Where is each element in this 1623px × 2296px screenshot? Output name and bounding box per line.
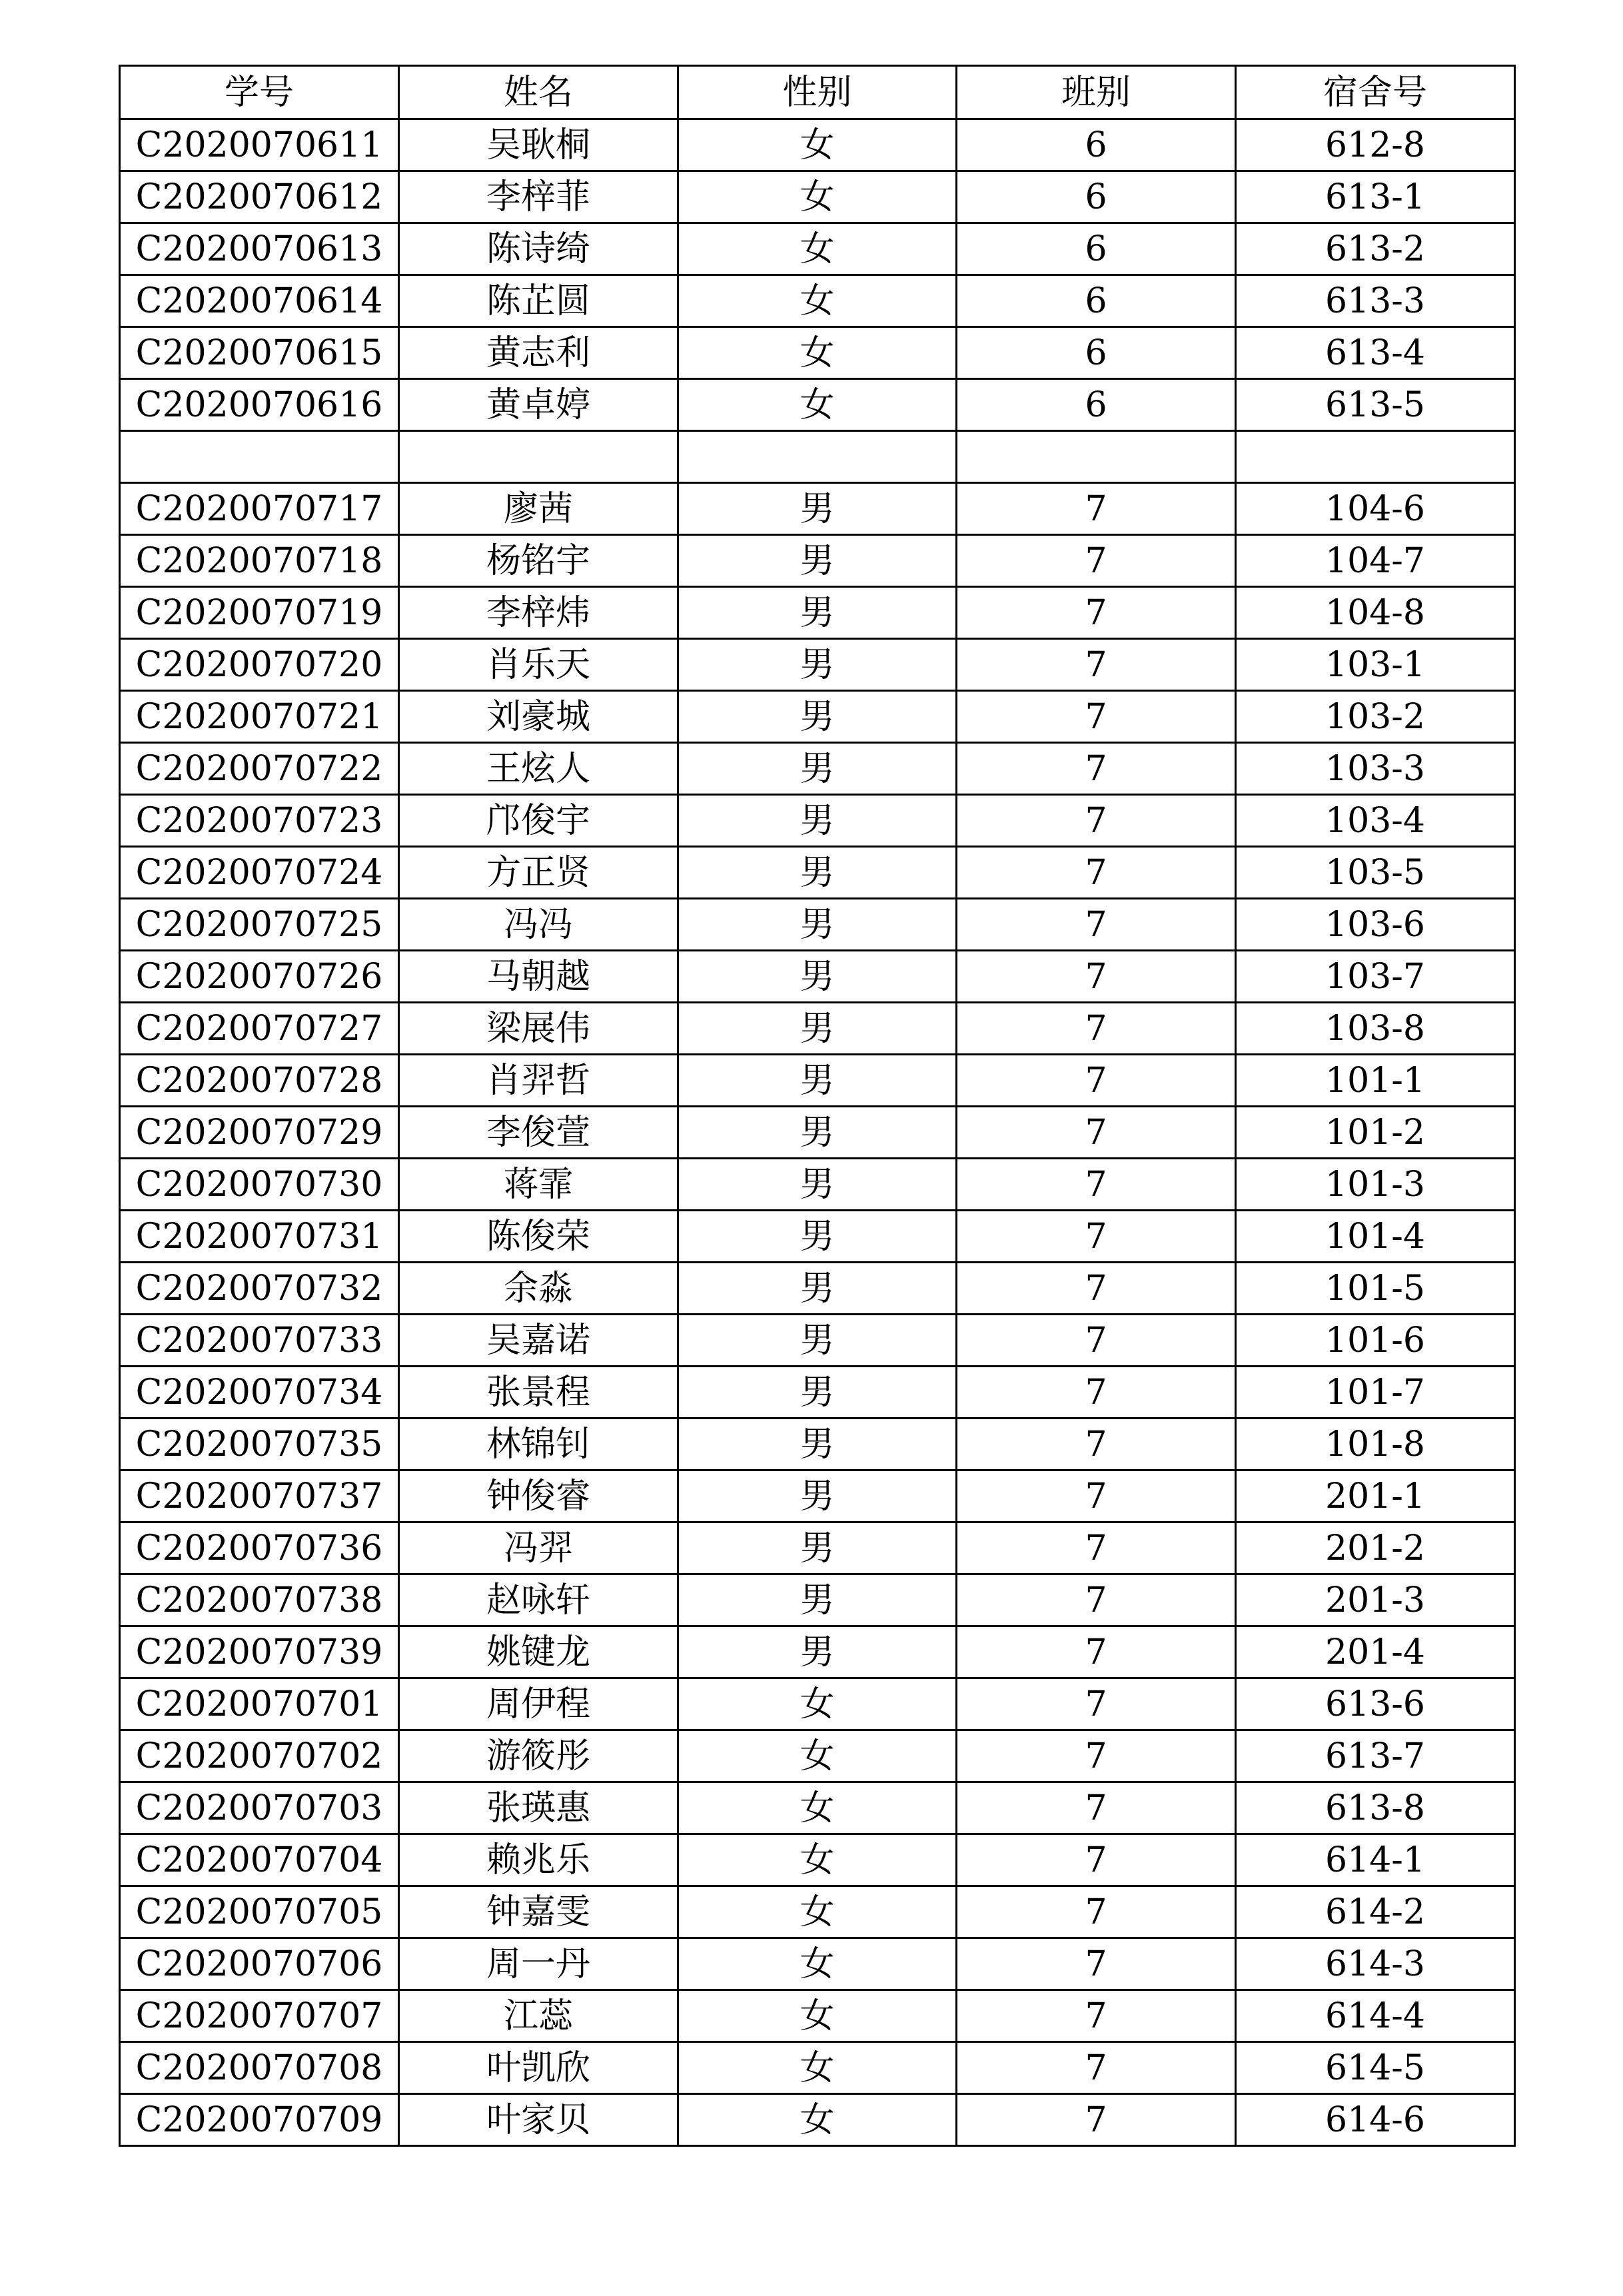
cell-dorm-number: 101-7 (1236, 1367, 1515, 1419)
cell-name: 叶凯欣 (399, 2042, 678, 2094)
cell-dorm-number: 101-5 (1236, 1263, 1515, 1315)
cell-class: 6 (957, 119, 1236, 171)
table-row (120, 795, 1515, 847)
cell-student-id: C2020070732 (120, 1263, 399, 1315)
cell-class: 7 (957, 2094, 1236, 2146)
cell-dorm-number: 201-4 (1236, 1626, 1515, 1678)
table-body (120, 119, 1515, 2146)
cell-student-id: C2020070731 (120, 1211, 399, 1263)
cell-name: 肖羿哲 (399, 1055, 678, 1107)
cell-gender: 男 (678, 1470, 957, 1522)
cell-dorm-number: 201-3 (1236, 1574, 1515, 1626)
cell-dorm-number: 104-7 (1236, 535, 1515, 587)
header-dorm-number: 宿舍号 (1236, 66, 1515, 119)
cell-name: 游筱彤 (399, 1730, 678, 1782)
cell-gender (678, 431, 957, 483)
cell-name: 黄志利 (399, 327, 678, 379)
cell-name: 方正贤 (399, 847, 678, 899)
cell-class: 7 (957, 1574, 1236, 1626)
cell-student-id: C2020070705 (120, 1886, 399, 1938)
cell-class: 7 (957, 1211, 1236, 1263)
cell-gender: 男 (678, 847, 957, 899)
cell-gender: 男 (678, 899, 957, 951)
cell-class: 7 (957, 1626, 1236, 1678)
header-student-id: 学号 (120, 66, 399, 119)
table-row (120, 431, 1515, 483)
table-row (120, 639, 1515, 691)
cell-gender: 男 (678, 587, 957, 639)
cell-dorm-number: 103-5 (1236, 847, 1515, 899)
table-row (120, 1419, 1515, 1470)
header-gender: 性别 (678, 66, 957, 119)
table-row (120, 587, 1515, 639)
cell-name: 李梓炜 (399, 587, 678, 639)
cell-dorm-number: 101-8 (1236, 1419, 1515, 1470)
cell-dorm-number: 201-1 (1236, 1470, 1515, 1522)
table-row (120, 223, 1515, 275)
cell-class: 7 (957, 587, 1236, 639)
table-row (120, 1886, 1515, 1938)
cell-name: 黄卓婷 (399, 379, 678, 431)
cell-student-id: C2020070615 (120, 327, 399, 379)
table-row (120, 1107, 1515, 1159)
cell-dorm-number: 103-4 (1236, 795, 1515, 847)
cell-name: 冯羿 (399, 1522, 678, 1574)
cell-gender: 男 (678, 483, 957, 535)
table-row (120, 1730, 1515, 1782)
table-row (120, 1315, 1515, 1367)
cell-gender: 女 (678, 1886, 957, 1938)
header-class: 班别 (957, 66, 1236, 119)
cell-class: 7 (957, 1263, 1236, 1315)
cell-class: 7 (957, 691, 1236, 743)
cell-student-id: C2020070613 (120, 223, 399, 275)
cell-dorm-number: 104-8 (1236, 587, 1515, 639)
cell-class: 7 (957, 1470, 1236, 1522)
cell-name: 刘豪城 (399, 691, 678, 743)
cell-gender: 男 (678, 1211, 957, 1263)
cell-name: 李俊萱 (399, 1107, 678, 1159)
cell-gender: 男 (678, 951, 957, 1003)
cell-student-id: C2020070730 (120, 1159, 399, 1211)
cell-student-id: C2020070719 (120, 587, 399, 639)
cell-gender: 女 (678, 275, 957, 327)
cell-dorm-number: 613-8 (1236, 1782, 1515, 1834)
cell-dorm-number: 103-7 (1236, 951, 1515, 1003)
cell-class: 7 (957, 1367, 1236, 1419)
table-row (120, 1211, 1515, 1263)
table-row (120, 1159, 1515, 1211)
cell-gender: 男 (678, 535, 957, 587)
cell-name (399, 431, 678, 483)
cell-class: 7 (957, 1990, 1236, 2042)
cell-name: 陈芷圆 (399, 275, 678, 327)
table-row (120, 483, 1515, 535)
cell-gender: 男 (678, 1626, 957, 1678)
cell-class: 7 (957, 1003, 1236, 1055)
table-row (120, 743, 1515, 795)
cell-gender: 男 (678, 1055, 957, 1107)
cell-class: 6 (957, 223, 1236, 275)
cell-gender: 女 (678, 119, 957, 171)
cell-dorm-number: 613-4 (1236, 327, 1515, 379)
cell-gender: 男 (678, 1003, 957, 1055)
table-row (120, 119, 1515, 171)
cell-student-id: C2020070717 (120, 483, 399, 535)
cell-gender: 男 (678, 1522, 957, 1574)
cell-student-id: C2020070739 (120, 1626, 399, 1678)
cell-student-id: C2020070612 (120, 171, 399, 223)
cell-gender: 男 (678, 1107, 957, 1159)
cell-student-id: C2020070738 (120, 1574, 399, 1626)
cell-class: 7 (957, 847, 1236, 899)
cell-gender: 男 (678, 1263, 957, 1315)
cell-name: 梁展伟 (399, 1003, 678, 1055)
table-row (120, 379, 1515, 431)
cell-name: 周伊程 (399, 1678, 678, 1730)
cell-student-id: C2020070614 (120, 275, 399, 327)
cell-student-id: C2020070701 (120, 1678, 399, 1730)
cell-class: 6 (957, 171, 1236, 223)
cell-class: 7 (957, 795, 1236, 847)
cell-student-id (120, 431, 399, 483)
table-row (120, 1626, 1515, 1678)
cell-class: 7 (957, 1678, 1236, 1730)
table-header-row (120, 66, 1515, 119)
cell-dorm-number: 614-2 (1236, 1886, 1515, 1938)
table-row (120, 171, 1515, 223)
cell-name: 周一丹 (399, 1938, 678, 1990)
cell-dorm-number: 613-5 (1236, 379, 1515, 431)
cell-gender: 男 (678, 1574, 957, 1626)
cell-class: 7 (957, 1315, 1236, 1367)
cell-gender: 女 (678, 1938, 957, 1990)
cell-class: 7 (957, 899, 1236, 951)
cell-name: 林锦钊 (399, 1419, 678, 1470)
table-row (120, 1367, 1515, 1419)
cell-gender: 女 (678, 1678, 957, 1730)
cell-class: 7 (957, 1730, 1236, 1782)
cell-dorm-number: 613-6 (1236, 1678, 1515, 1730)
cell-name: 吴耿桐 (399, 119, 678, 171)
table-row (120, 1782, 1515, 1834)
table-row (120, 2042, 1515, 2094)
cell-name: 钟嘉雯 (399, 1886, 678, 1938)
cell-dorm-number: 613-7 (1236, 1730, 1515, 1782)
cell-class: 6 (957, 275, 1236, 327)
cell-name: 陈诗绮 (399, 223, 678, 275)
cell-class: 7 (957, 951, 1236, 1003)
cell-name: 廖茜 (399, 483, 678, 535)
cell-dorm-number: 201-2 (1236, 1522, 1515, 1574)
cell-dorm-number: 614-3 (1236, 1938, 1515, 1990)
cell-student-id: C2020070718 (120, 535, 399, 587)
cell-student-id: C2020070616 (120, 379, 399, 431)
cell-dorm-number: 103-8 (1236, 1003, 1515, 1055)
cell-gender: 男 (678, 1419, 957, 1470)
cell-dorm-number (1236, 431, 1515, 483)
cell-student-id: C2020070703 (120, 1782, 399, 1834)
cell-class: 7 (957, 1886, 1236, 1938)
cell-student-id: C2020070728 (120, 1055, 399, 1107)
table-row (120, 847, 1515, 899)
cell-gender: 男 (678, 743, 957, 795)
table-row (120, 691, 1515, 743)
cell-student-id: C2020070736 (120, 1522, 399, 1574)
cell-dorm-number: 613-2 (1236, 223, 1515, 275)
cell-name: 张瑛惠 (399, 1782, 678, 1834)
cell-dorm-number: 101-1 (1236, 1055, 1515, 1107)
cell-class: 7 (957, 1522, 1236, 1574)
cell-class: 6 (957, 379, 1236, 431)
cell-class: 7 (957, 1782, 1236, 1834)
cell-gender: 女 (678, 1730, 957, 1782)
cell-gender: 女 (678, 379, 957, 431)
cell-class: 7 (957, 639, 1236, 691)
cell-student-id: C2020070720 (120, 639, 399, 691)
cell-dorm-number: 613-3 (1236, 275, 1515, 327)
cell-gender: 女 (678, 1782, 957, 1834)
cell-name: 王炫人 (399, 743, 678, 795)
cell-gender: 男 (678, 795, 957, 847)
cell-name: 马朝越 (399, 951, 678, 1003)
cell-gender: 男 (678, 1159, 957, 1211)
cell-gender: 女 (678, 327, 957, 379)
cell-student-id: C2020070704 (120, 1834, 399, 1886)
cell-student-id: C2020070724 (120, 847, 399, 899)
cell-student-id: C2020070611 (120, 119, 399, 171)
cell-dorm-number: 103-3 (1236, 743, 1515, 795)
cell-student-id: C2020070727 (120, 1003, 399, 1055)
cell-class: 7 (957, 535, 1236, 587)
table-row (120, 327, 1515, 379)
cell-student-id: C2020070729 (120, 1107, 399, 1159)
cell-dorm-number: 613-1 (1236, 171, 1515, 223)
cell-name: 姚键龙 (399, 1626, 678, 1678)
cell-name: 钟俊睿 (399, 1470, 678, 1522)
cell-dorm-number: 103-6 (1236, 899, 1515, 951)
cell-class: 6 (957, 327, 1236, 379)
cell-student-id: C2020070709 (120, 2094, 399, 2146)
table-row (120, 1834, 1515, 1886)
cell-name: 肖乐天 (399, 639, 678, 691)
cell-gender: 女 (678, 171, 957, 223)
cell-dorm-number: 614-1 (1236, 1834, 1515, 1886)
table-row (120, 1574, 1515, 1626)
cell-class (957, 431, 1236, 483)
table-row (120, 1055, 1515, 1107)
cell-gender: 女 (678, 1834, 957, 1886)
cell-class: 7 (957, 483, 1236, 535)
cell-class: 7 (957, 1055, 1236, 1107)
cell-name: 杨铭宇 (399, 535, 678, 587)
cell-name: 叶家贝 (399, 2094, 678, 2146)
cell-gender: 男 (678, 691, 957, 743)
cell-dorm-number: 103-1 (1236, 639, 1515, 691)
cell-student-id: C2020070733 (120, 1315, 399, 1367)
cell-class: 7 (957, 1107, 1236, 1159)
cell-name: 余淼 (399, 1263, 678, 1315)
table-row (120, 1990, 1515, 2042)
cell-student-id: C2020070726 (120, 951, 399, 1003)
cell-student-id: C2020070707 (120, 1990, 399, 2042)
table-row (120, 1678, 1515, 1730)
cell-gender: 女 (678, 2094, 957, 2146)
cell-gender: 女 (678, 223, 957, 275)
cell-dorm-number: 612-8 (1236, 119, 1515, 171)
cell-student-id: C2020070722 (120, 743, 399, 795)
cell-student-id: C2020070708 (120, 2042, 399, 2094)
cell-name: 蒋霏 (399, 1159, 678, 1211)
document-page (119, 65, 1516, 2147)
cell-student-id: C2020070706 (120, 1938, 399, 1990)
table-row (120, 899, 1515, 951)
cell-name: 赵咏轩 (399, 1574, 678, 1626)
cell-name: 赖兆乐 (399, 1834, 678, 1886)
cell-gender: 女 (678, 2042, 957, 2094)
cell-student-id: C2020070721 (120, 691, 399, 743)
cell-class: 7 (957, 1834, 1236, 1886)
cell-name: 冯冯 (399, 899, 678, 951)
cell-student-id: C2020070735 (120, 1419, 399, 1470)
cell-dorm-number: 101-6 (1236, 1315, 1515, 1367)
table-row (120, 535, 1515, 587)
dormitory-roster-table (119, 65, 1516, 2147)
cell-dorm-number: 614-4 (1236, 1990, 1515, 2042)
header-name: 姓名 (399, 66, 678, 119)
cell-name: 李梓菲 (399, 171, 678, 223)
cell-name: 张景程 (399, 1367, 678, 1419)
cell-gender: 男 (678, 639, 957, 691)
cell-student-id: C2020070702 (120, 1730, 399, 1782)
cell-name: 江蕊 (399, 1990, 678, 2042)
cell-class: 7 (957, 1419, 1236, 1470)
cell-student-id: C2020070737 (120, 1470, 399, 1522)
cell-name: 陈俊荣 (399, 1211, 678, 1263)
table-row (120, 951, 1515, 1003)
cell-student-id: C2020070723 (120, 795, 399, 847)
cell-dorm-number: 103-2 (1236, 691, 1515, 743)
table-row (120, 1938, 1515, 1990)
cell-class: 7 (957, 2042, 1236, 2094)
cell-dorm-number: 104-6 (1236, 483, 1515, 535)
cell-class: 7 (957, 1159, 1236, 1211)
cell-student-id: C2020070725 (120, 899, 399, 951)
table-row (120, 1470, 1515, 1522)
cell-gender: 男 (678, 1367, 957, 1419)
cell-name: 吴嘉诺 (399, 1315, 678, 1367)
table-row (120, 1003, 1515, 1055)
cell-gender: 女 (678, 1990, 957, 2042)
cell-dorm-number: 614-6 (1236, 2094, 1515, 2146)
cell-dorm-number: 101-3 (1236, 1159, 1515, 1211)
table-row (120, 1263, 1515, 1315)
cell-dorm-number: 101-2 (1236, 1107, 1515, 1159)
cell-student-id: C2020070734 (120, 1367, 399, 1419)
cell-class: 7 (957, 743, 1236, 795)
table-row (120, 2094, 1515, 2146)
cell-class: 7 (957, 1938, 1236, 1990)
cell-name: 邝俊宇 (399, 795, 678, 847)
cell-dorm-number: 614-5 (1236, 2042, 1515, 2094)
cell-gender: 男 (678, 1315, 957, 1367)
table-row (120, 275, 1515, 327)
cell-dorm-number: 101-4 (1236, 1211, 1515, 1263)
table-row (120, 1522, 1515, 1574)
